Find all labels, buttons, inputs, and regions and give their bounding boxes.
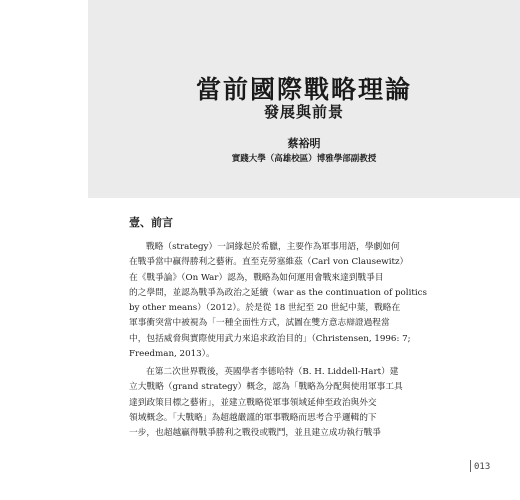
section-heading: 壹、前言	[129, 216, 173, 229]
paragraph-1	[129, 240, 427, 362]
page-number-bar	[470, 460, 471, 472]
paragraph-line: 領域概念。「大戰略」為超越嚴謹的軍事戰略而思考合乎邏輯的下	[129, 412, 377, 423]
paragraph-line: by other means）（2012）。於是從 18 世紀至 20 世紀中葉，戰略在	[129, 303, 401, 314]
paragraph-line: 在第二次世界戰後，英國學者李德哈特（B. H. Liddell-Hart）建	[146, 367, 399, 377]
paragraph-line: 一步，也超越贏得戰爭勝利之戰役或戰鬥，並且建立成功執行戰爭	[129, 428, 381, 439]
paragraph-line: 軍事衝突當中被視為「一種全面性方式，試圖在雙方意志辯證過程當	[129, 318, 390, 329]
paragraph-line: 在戰爭當中贏得勝利之藝術。直至克勞塞維茲（Carl von Clausewitz）	[129, 257, 409, 268]
paragraph-line: 戰略（strategy）一詞緣起於希臘，主要作為軍事用語，學劇如何	[146, 242, 400, 252]
paragraph-line: 中，包括威脅與實際使用武力來追求政治目的」（Christensen, 1996: 7;	[129, 333, 411, 344]
paragraph-line: 在《戰爭論》（On War）認為，戰略為如何運用會戰來達到戰爭目	[129, 272, 384, 283]
article-subtitle: 發展與前景	[263, 103, 344, 121]
article-title: 當前國際戰略理論	[195, 75, 412, 104]
paragraph-line: 達到政策目標之藝術」，並建立戰略從軍事領域延伸至政治與外交	[129, 397, 377, 408]
paragraph-line: Freedman, 2013）。	[129, 349, 215, 360]
paragraph-line: 立大戰略（grand strategy）概念，認為「戰略為分配與使用軍事工具	[129, 382, 403, 393]
author-affiliation: 實踐大學（高雄校區）博雅學部副教授	[231, 154, 377, 164]
paragraph-line: 的之學問，並認為戰爭為政治之延續（war as the continuation of politics	[129, 287, 427, 298]
author-name: 蔡裕明	[287, 137, 321, 150]
paragraph-2	[129, 365, 409, 441]
page-number: 013	[474, 462, 491, 472]
